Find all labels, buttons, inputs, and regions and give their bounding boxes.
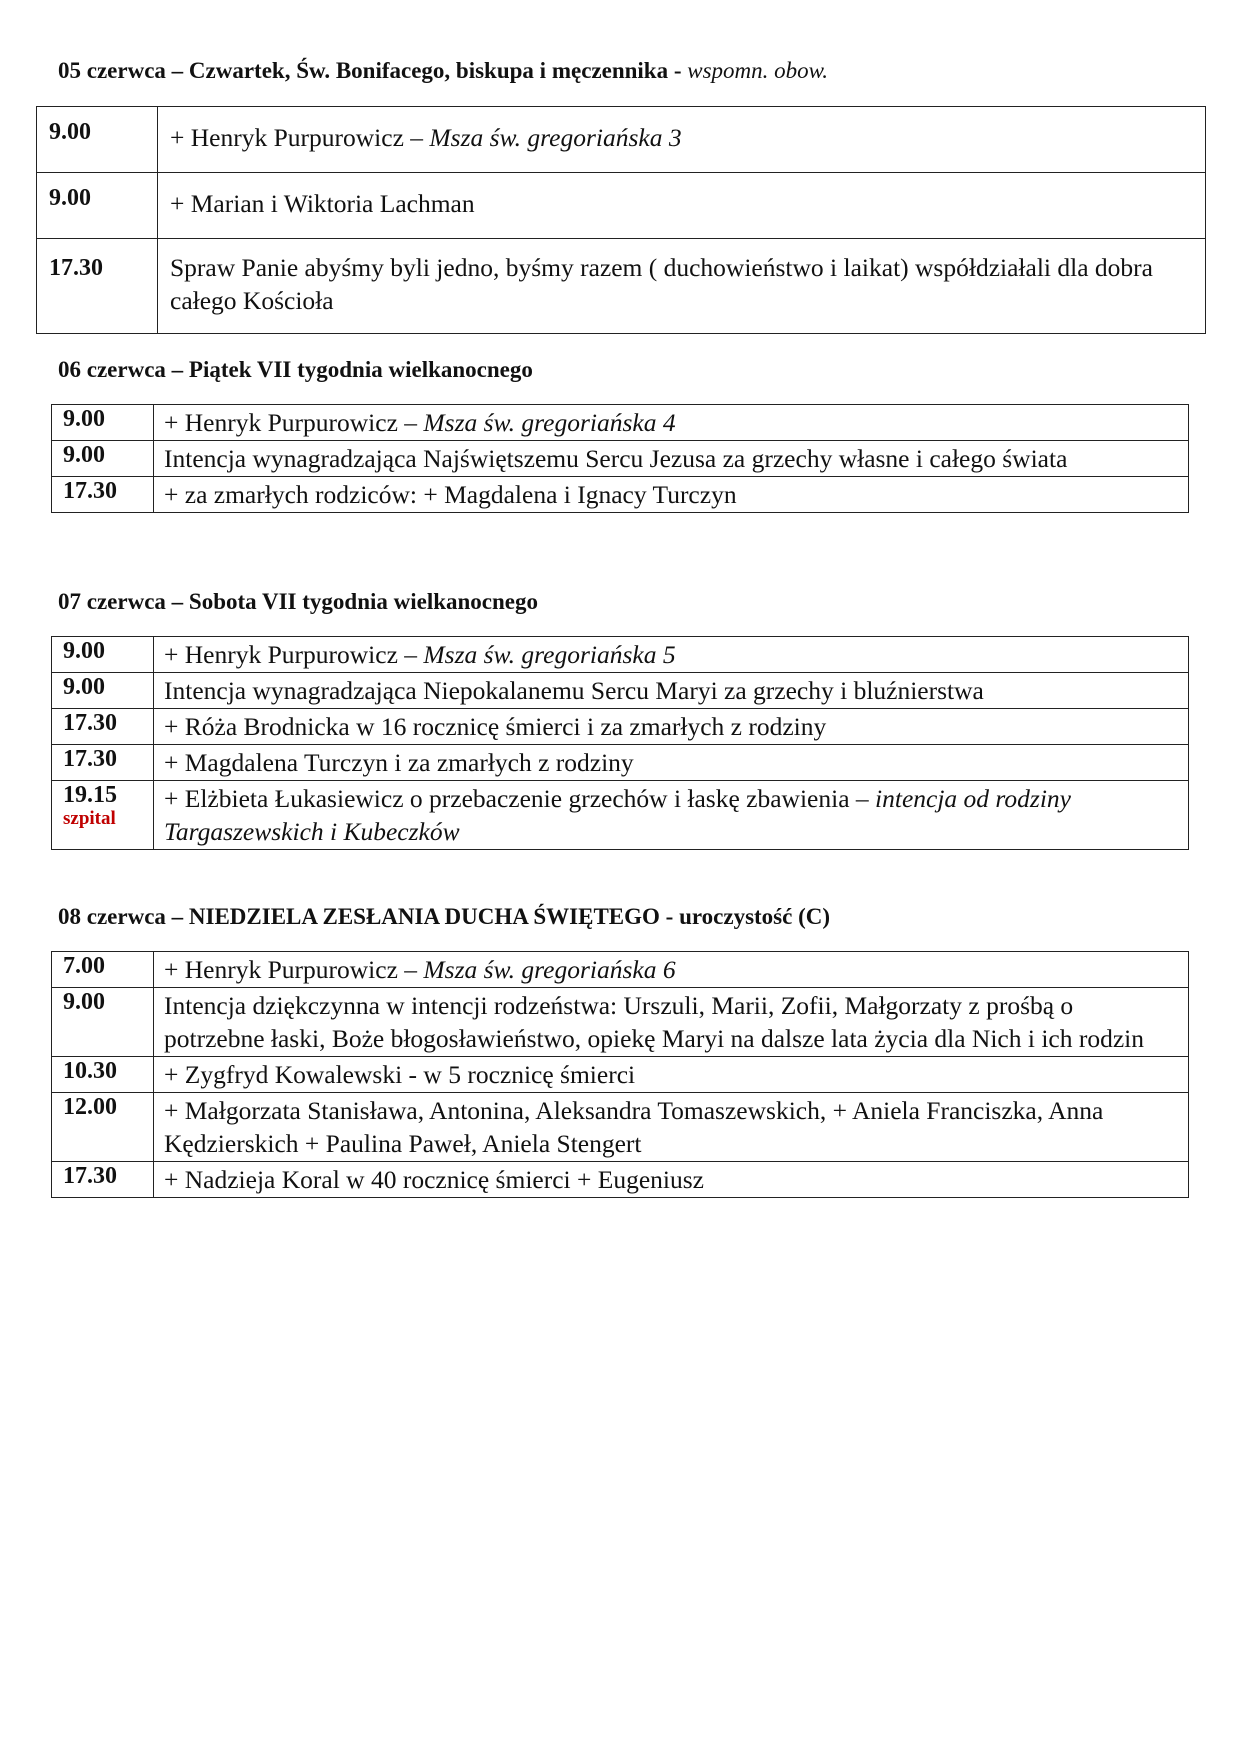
table-row: [52, 745, 1189, 781]
mass-intentions-table: [36, 106, 1206, 334]
table-row: [52, 952, 1189, 988]
mass-intention: Spraw Panie abyśmy byli jedno, byśmy razem ( duchowieństwo i laikat) współdziałali dla dobra całego Kościoła: [158, 239, 1206, 334]
mass-time: 9.00: [52, 637, 154, 673]
mass-time: 10.30: [52, 1057, 154, 1093]
mass-time: 17.30: [52, 477, 154, 513]
mass-intention: + Henryk Purpurowicz – Msza św. gregoriańska 3: [158, 107, 1206, 173]
mass-intention: Intencja dziękczynna w intencji rodzeństwa: Urszuli, Marii, Zofii, Małgorzaty z prośbą o potrzebne łaski, Boże błogosławieństwo, opiekę Maryi na dalsze lata życia dla Nich i ich rodzin: [154, 988, 1189, 1057]
mass-intentions-table: [51, 404, 1189, 513]
table-row: [52, 1057, 1189, 1093]
mass-intention: Intencja wynagradzająca Najświętszemu Sercu Jezusa za grzechy własne i całego świata: [154, 441, 1189, 477]
day-heading: [58, 589, 538, 615]
mass-time: 17.30: [52, 709, 154, 745]
location-label: szpital: [63, 808, 116, 829]
day-heading-title: 06 czerwca – Piątek VII tygodnia wielkanocnego: [58, 357, 533, 382]
mass-time: 9.00: [52, 405, 154, 441]
mass-time: 7.00: [52, 952, 154, 988]
mass-time: 17.30: [52, 745, 154, 781]
day-heading-note: wspomn. obow.: [687, 58, 829, 83]
mass-time: 9.00: [52, 673, 154, 709]
mass-time-value: 19.15: [63, 782, 117, 808]
mass-intention: + Marian i Wiktoria Lachman: [158, 173, 1206, 239]
table-row: [52, 477, 1189, 513]
mass-intention: + Magdalena Turczyn i za zmarłych z rodziny: [154, 745, 1189, 781]
mass-time: 12.00: [52, 1093, 154, 1162]
mass-intention: + za zmarłych rodziców: + Magdalena i Ignacy Turczyn: [154, 477, 1189, 513]
mass-intention: + Elżbieta Łukasiewicz o przebaczenie grzechów i łaskę zbawienia – intencja od rodziny Targaszewskich i Kubeczków: [154, 781, 1189, 850]
table-row: [52, 709, 1189, 745]
mass-time: 17.30: [37, 239, 158, 334]
table-row: [52, 1093, 1189, 1162]
mass-time: 9.00: [52, 988, 154, 1057]
mass-intention: + Małgorzata Stanisława, Antonina, Aleksandra Tomaszewskich, + Aniela Franciszka, Anna Kędzierskich + Paulina Paweł, Aniela Stengert: [154, 1093, 1189, 1162]
mass-intention: + Henryk Purpurowicz – Msza św. gregoriańska 6: [154, 952, 1189, 988]
day-heading-title: 08 czerwca – NIEDZIELA ZESŁANIA DUCHA ŚWIĘTEGO - uroczystość (C): [58, 904, 831, 929]
mass-intention: + Henryk Purpurowicz – Msza św. gregoriańska 5: [154, 637, 1189, 673]
table-row: [37, 239, 1206, 334]
table-row: [52, 405, 1189, 441]
table-row: [37, 107, 1206, 173]
table-row: [52, 781, 1189, 850]
mass-intention: Intencja wynagradzająca Niepokalanemu Sercu Maryi za grzechy i bluźnierstwa: [154, 673, 1189, 709]
mass-intentions-table: [51, 951, 1189, 1198]
day-heading: [58, 357, 533, 383]
mass-intention: + Nadzieja Koral w 40 rocznicę śmierci + Eugeniusz: [154, 1162, 1189, 1198]
day-heading: [58, 904, 830, 930]
mass-time: 17.30: [52, 1162, 154, 1198]
mass-time: 9.00: [52, 441, 154, 477]
day-heading-title: 05 czerwca – Czwartek, Św. Bonifacego, biskupa i męczennika: [58, 58, 669, 83]
table-row: [37, 173, 1206, 239]
mass-time: 9.00: [37, 173, 158, 239]
mass-time: [52, 781, 154, 850]
table-row: [52, 441, 1189, 477]
table-row: [52, 988, 1189, 1057]
table-row: [52, 673, 1189, 709]
mass-intention: + Henryk Purpurowicz – Msza św. gregoriańska 4: [154, 405, 1189, 441]
day-heading-title: 07 czerwca – Sobota VII tygodnia wielkanocnego: [58, 589, 539, 614]
table-row: [52, 1162, 1189, 1198]
table-row: [52, 637, 1189, 673]
mass-time: 9.00: [37, 107, 158, 173]
mass-intentions-table: [51, 636, 1189, 850]
mass-intention: + Zygfryd Kowalewski - w 5 rocznicę śmierci: [154, 1057, 1189, 1093]
mass-intention: + Róża Brodnicka w 16 rocznicę śmierci i za zmarłych z rodziny: [154, 709, 1189, 745]
day-heading: 05 czerwca – Czwartek, Św. Bonifacego, biskupa i męczennika - wspomn. obow.: [58, 58, 829, 83]
